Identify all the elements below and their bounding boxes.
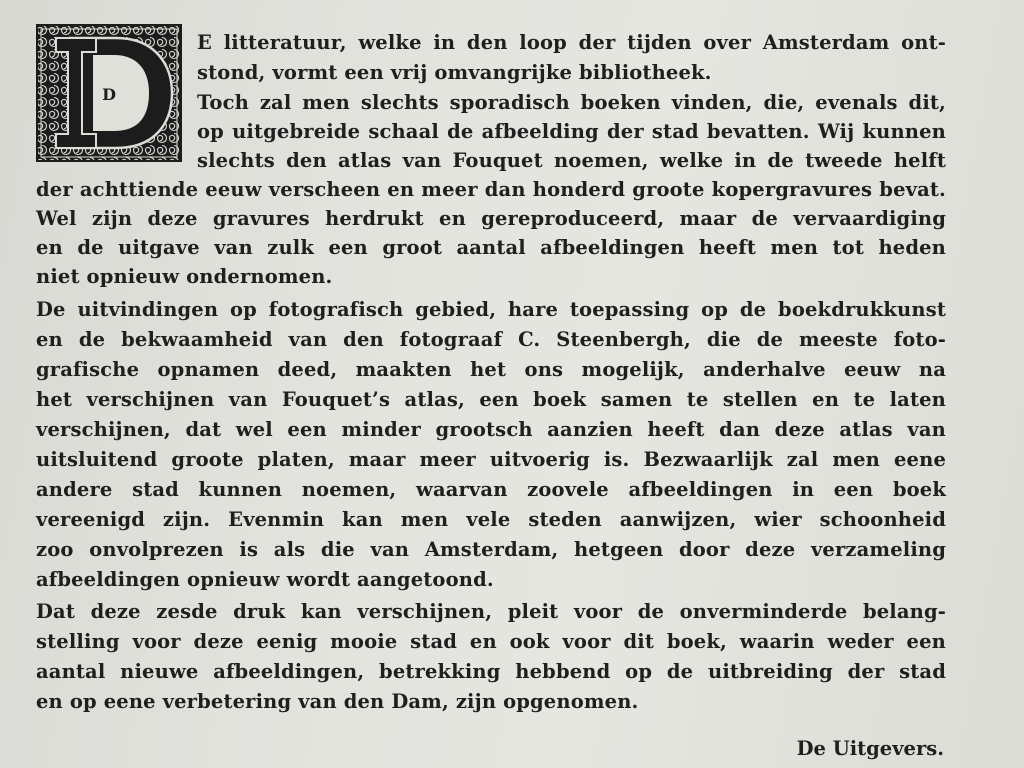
decorated-initial-d	[36, 24, 182, 162]
text-line: De uitvindingen op fotografisch gebied, hare toepassing op de boekdrukkunst	[36, 298, 946, 321]
text-line: het verschijnen van Fouquet’s atlas, een boek samen te stellen en te laten	[36, 388, 946, 411]
text-line: grafische opnamen deed, maakten het ons mogelijk, anderhalve eeuw na	[36, 358, 946, 381]
text-line: zoo onvolprezen is als die van Amsterdam, hetgeen door deze verzameling	[36, 538, 946, 561]
text-line: verschijnen, dat wel een minder grootsch aanzien heeft dan deze atlas van	[36, 418, 946, 441]
text-line: stond, vormt een vrij omvangrijke bibliotheek.	[197, 61, 712, 84]
text-line: en de bekwaamheid van den fotograaf C. Steenbergh, die de meeste foto-	[36, 328, 946, 351]
text-line: aantal nieuwe afbeeldingen, betrekking hebbend op de uitbreiding der stad	[36, 660, 946, 683]
text-line: vereenigd zijn. Evenmin kan men vele steden aanwijzen, wier schoonheid	[36, 508, 946, 531]
signature: De Uitgevers.	[796, 737, 944, 760]
text-line: andere stad kunnen noemen, waarvan zoovele afbeeldingen in een boek	[36, 478, 946, 501]
text-line: afbeeldingen opnieuw wordt aangetoond.	[36, 568, 494, 591]
text-line: uitsluitend groote platen, maar meer uitvoerig is. Bezwaarlijk zal men eene	[36, 448, 946, 471]
text-line: E litteratuur, welke in den loop der tijden over Amsterdam ont-	[197, 31, 946, 54]
initial-letter: D	[102, 85, 116, 104]
text-line: niet opnieuw ondernomen.	[36, 265, 333, 288]
text-line: Wel zijn deze gravures herdrukt en gereproduceerd, maar de vervaardiging	[36, 207, 946, 230]
text-line: der achttiende eeuw verscheen en meer dan honderd groote kopergravures bevat.	[36, 178, 946, 201]
text-line: Toch zal men slechts sporadisch boeken vinden, die, evenals dit,	[197, 91, 946, 114]
text-line: en op eene verbetering van den Dam, zijn opgenomen.	[36, 690, 639, 713]
text-line: en de uitgave van zulk een groot aantal afbeeldingen heeft men tot heden	[36, 236, 946, 259]
text-line: Dat deze zesde druk kan verschijnen, pleit voor de onverminderde belang-	[36, 600, 946, 623]
text-line: stelling voor deze eenig mooie stad en ook voor dit boek, waarin weder een	[36, 630, 946, 653]
text-line: slechts den atlas van Fouquet noemen, welke in de tweede helft	[197, 149, 946, 172]
text-line: op uitgebreide schaal de afbeelding der stad bevatten. Wij kunnen	[197, 120, 946, 143]
